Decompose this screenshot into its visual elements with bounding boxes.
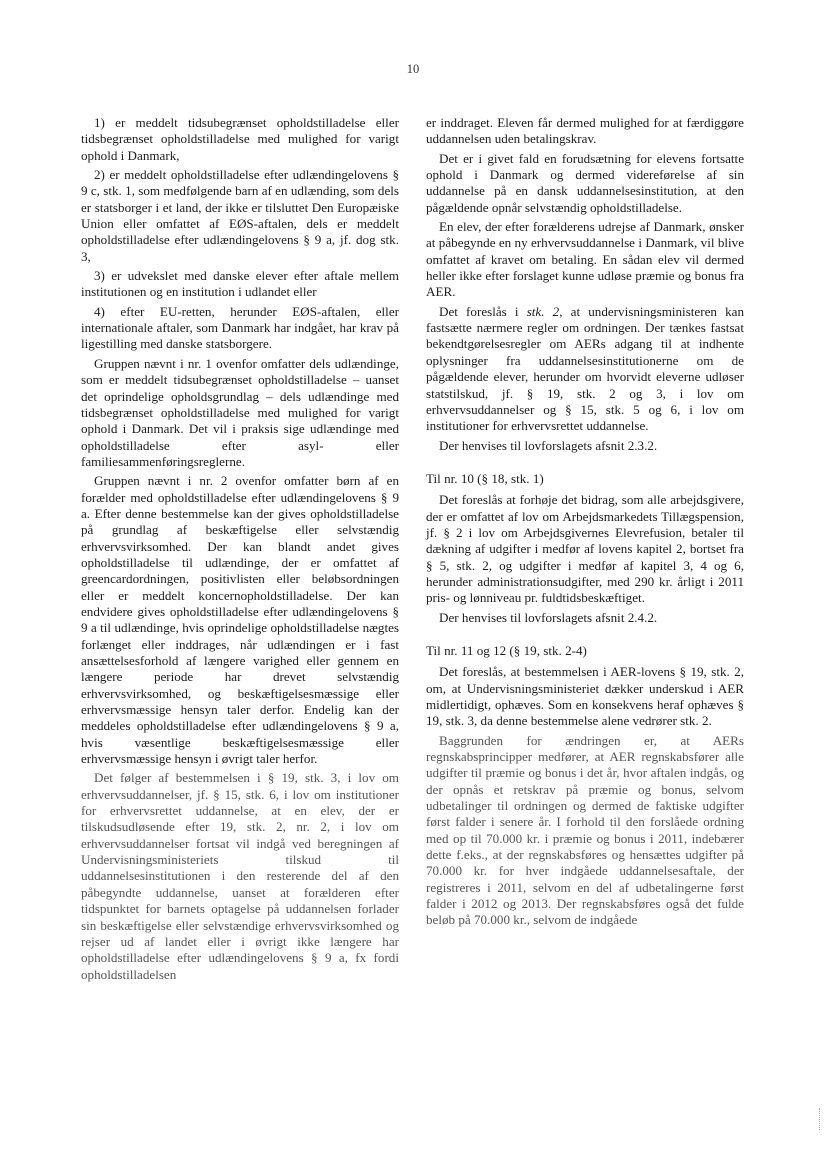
paragraph-continued: er inddraget. Eleven får dermed mulighed for at færdiggøre uddannelsen uden betalingskrav. xyxy=(426,115,744,147)
section-heading-nr11-12: Til nr. 11 og 12 (§ 19, stk. 2-4) xyxy=(426,642,587,658)
paragraph-group-2: Gruppen nævnt i nr. 2 ovenfor omfatter børn af en forælder med opholdstilladelse efter udlændingelovens § 9 a. Efter denne bestemmelse kan der gives opholdstilladelse på grundlag af beskæftigelse eller selvstændig erhvervsvirksomhed. Der kan blandt andet gives opholdstilladelse til udlændinge, der er omfattet af greencardordningen, positivlisten eller beløbsordningen eller er meddelt koncernopholdstilladelse. Der kan endvidere gives opholdstilladelse efter udlændingelovens § 9 a til udlændinge, hvis oprindelige opholdstilladelse nægtes forlænget eller inddrages, når udlændingen er i fast ansættelsesforhold af længere varighed eller gennem en længere periode har drevet selvstændig erhvervsvirksomhed, og beskæftigelsesmæssige eller erhvervsmæssige hensyn taler derfor. Endelig kan der meddeles opholdstilladelse efter udlændingelovens § 9 a, hvis væsentlige beskæftigelsesmæssige eller erhvervsmæssige hensyn i øvrigt taler herfor. xyxy=(81,473,399,767)
paragraph-stk2-emphasis: stk. 2 xyxy=(526,303,560,319)
paragraph-prerequisite: Det er i givet fald en forudsætning for elevens fortsatte ophold i Danmark og dermed videreførelse af sin uddannelse på en dansk uddannelsesinstitution, at den pågældende opnår selvstændig opholdstilladelse. xyxy=(426,150,744,215)
paragraph-group-1: Gruppen nævnt i nr. 1 ovenfor omfatter dels udlændinge, som er meddelt tidsubegrænset opholdstilladelse – uanset det oprindelige opholdsgrundlag – dels udlændinge med tidsbegrænset opholdstilladelse med mulighed for varigt ophold i Danmark. Det vil i praksis sige udlændinge med opholdstilladelse efter asyl- eller familiesammenføringsreglerne. xyxy=(81,355,399,469)
paragraph-continuation-rule: Det følger af bestemmelsen i § 19, stk. 3, i lov om erhvervsuddannelser, jf. § 15, stk. 6, i lov om institutioner for erhvervsrettet uddannelse, at en elev, der er tilskudsudløsende efter 19, stk. 2, nr. 2, i lov om erhvervsuddannelser fortsat vil indgå ved beregningen af Undervisningsministeriets tilskud til uddannelsesinstitutionen i den resterende del af den påbegyndte uddannelse, uanset at forælderen efter tidspunktet for barnets optagelse på uddannelsen forlader sin beskæftigelse eller selvstændige erhvervsvirksomhed og rejser ud af landet eller i øvrigt ikke længere har opholdstilladelse efter udlændingelovens § 9 a, fx fordi opholdstilladelsen xyxy=(81,770,399,982)
paragraph-background: Baggrunden for ændringen er, at AERs regnskabsprincipper medfører, at AER regnskabsfører alle udgifter til præmie og bonus i det år, hvor aftalen indgås, og der opnås et retskrav på præmie og bonus, selvom udbetalinger til ordningen og dermed de faktiske udgifter først falder i senere år. I forhold til den forslåede ordning med op til 70.000 kr. i præmie og bonus i 2011, indebærer dette f.eks., at der regnskabsføres og hensættes udgifter på 70.000 kr. for hver indgåede uddannelsesaftale, der registreres i 2011, selvom en del af udbetalingerne først falder i 2012 og 2013. Der regnskabsføres også det fulde beløb på 70.000 kr., selvom de indgåede xyxy=(426,732,744,928)
paragraph-stk2-after: , at undervisningsministeren kan fastsætte nærmere regler om ordningen. Der tænkes fastsat bekendtgørelsesregler om AERs adgang til at indhente oplysninger fra uddannelsesinstitutionerne om de pågældende elever, herunder om hvorvidt eleverne udløser statstilskud, jf. § 19, stk. 2 og 3, i lov om erhvervsuddannelser og § 15, stk. 5 og 6, i lov om institutioner for erhvervsrettet uddannelse. xyxy=(426,303,745,434)
paragraph-stk2 xyxy=(426,304,744,435)
paragraph-nr10: Det foreslås at forhøje det bidrag, som alle arbejdsgivere, der er omfattet af lov om Arbejdsmarkedets Tillægspension, jf. § 2 i lov om Arbejdsgivernes Elevrefusion, betaler til dækning af udgifter i medfør af lovens kapitel 2, bortset fra § 5, stk. 2, og udgifter i medfør af kapitel 3, 4 og 6, herunder administrationsudgifter, med 290 kr. årligt i 2011 pris- og lønniveau pr. fuldtidsbeskæftiget. xyxy=(426,492,744,606)
page-number: 10 xyxy=(406,62,420,76)
section-heading-nr10: Til nr. 10 (§ 18, stk. 1) xyxy=(426,470,544,486)
list-item-2: 2) er meddelt opholdstilladelse efter udlændingelovens § 9 c, stk. 1, som medfølgende barn af en udlænding, som dels er statsborger i et land, der ikke er tilsluttet Den Europæiske Union eller omfattet af EØS-aftalen, dels er meddelt opholdstilladelse efter udlændingelovens § 9 a, jf. dog stk. 3, xyxy=(81,167,399,264)
reference-section-2-4-2: Der henvises til lovforslagets afsnit 2.4.2. xyxy=(439,609,658,625)
scan-margin-mark xyxy=(819,1108,822,1130)
paragraph-new-student: En elev, der efter forælderens udrejse af Danmark, ønsker at påbegynde en ny erhvervsuddannelse i Danmark, vil blive omfattet af kravet om betaling. En sådan elev vil dermed heller ikke efter forslaget kunne udløse præmie og bonus fra AER. xyxy=(426,219,744,300)
right-column xyxy=(426,115,744,932)
list-item-4: 4) efter EU-retten, herunder EØS-aftalen, eller internationale aftaler, som Danmark har indgået, har krav på ligestilling med danske statsborgere. xyxy=(81,303,399,352)
list-item-1: 1) er meddelt tidsubegrænset opholdstilladelse eller tidsbegrænset opholdstilladelse med mulighed for varigt ophold i Danmark, xyxy=(81,115,399,163)
paragraph-stk2-before: Det foreslås i xyxy=(439,303,527,319)
paragraph-nr11-12: Det foreslås, at bestemmelsen i AER-lovens § 19, stk. 2, om, at Undervisningsministeriet dækker underskud i AER midlertidigt, ophæves. Som en konsekvens heraf ophæves § 19, stk. 3, da denne bestemmelse alene vedrører stk. 2. xyxy=(426,664,744,729)
reference-section-2-3-2: Der henvises til lovforslagets afsnit 2.3.2. xyxy=(439,437,658,453)
left-column xyxy=(81,115,399,986)
list-item-3: 3) er udvekslet med danske elever efter aftale mellem institutionen og en institution i udlandet eller xyxy=(81,268,399,300)
